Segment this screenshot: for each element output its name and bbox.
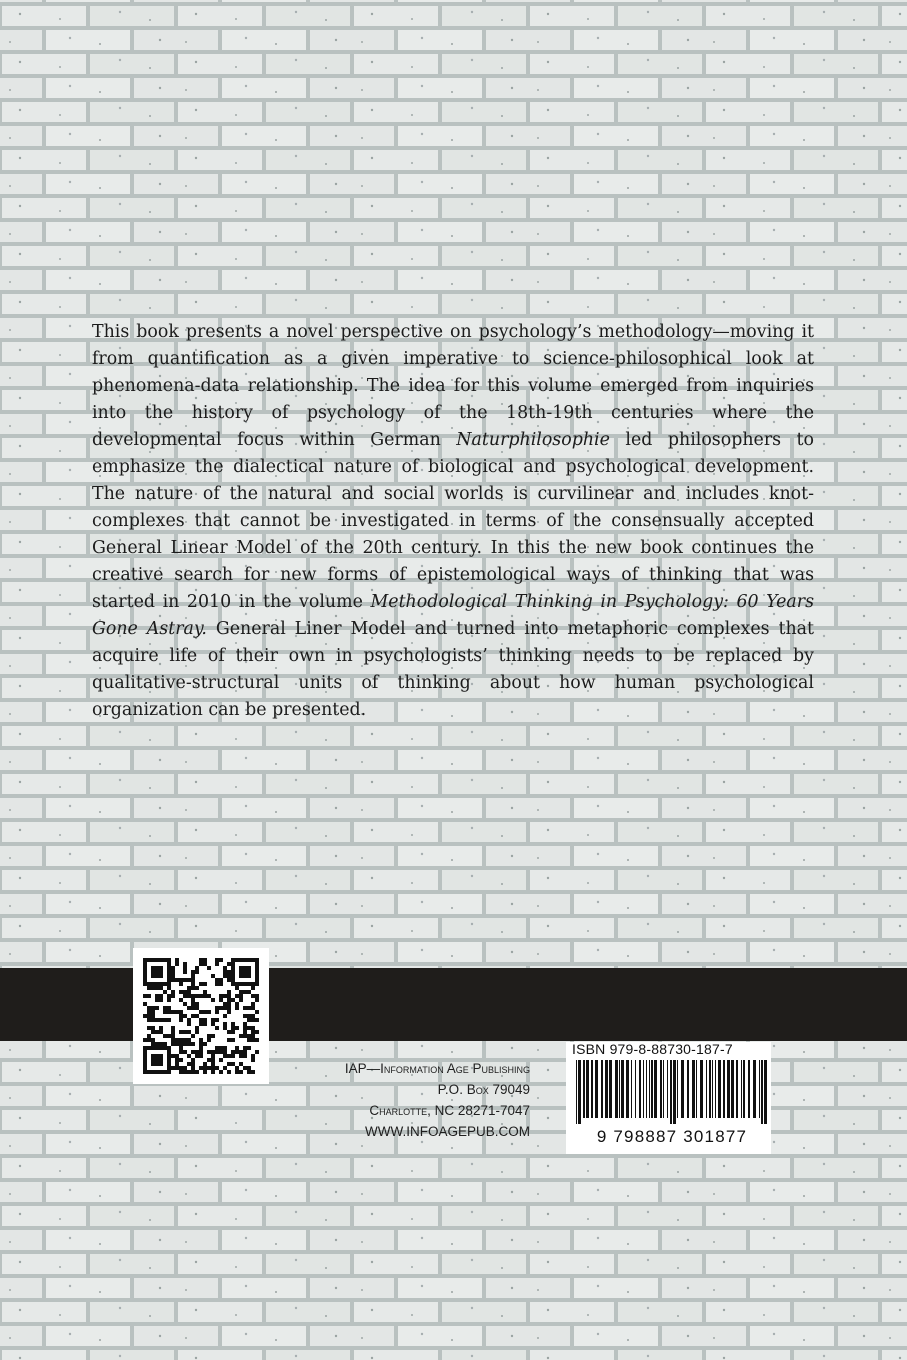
- blurb-italic-title: Methodological Thinking in Psychology: 60 Years Gone Astray.: [92, 592, 815, 639]
- blurb-italic-term: Naturphilosophie: [456, 430, 610, 450]
- barcode-digits: 9 798887 301877: [596, 1127, 748, 1146]
- qr-code-icon: [133, 948, 269, 1084]
- blurb-text-part-1: This book presents a novel perspective on psychology’s methodology—moving it from quantification as a given imperative to science-philosophical look at phenomena-data relationship. The idea for this volume emerged from inquiries into the history of psychology of the 18th-19th centuries where the developmental focus within German: [92, 322, 814, 450]
- publisher-address-line-2: Charlotte, NC 28271-7047: [369, 1103, 530, 1118]
- blurb-text-part-2: led philosophers to emphasize the dialectical nature of biological and psychological development. The nature of the natural and social worlds is curvilinear and includes knot-complexes that cannot be investigated in terms of the consensually accepted General Linear Model of the 20th century. In this the new book continues the creative search for new forms of epistemological ways of thinking that was started in 2010 in the volume: [92, 430, 814, 612]
- publisher-info: [290, 1058, 530, 1142]
- back-cover-blurb: [92, 319, 814, 724]
- isbn-label: ISBN 979-8-88730-187-7: [572, 1041, 733, 1057]
- blurb-text-part-3: General Liner Model and turned into metaphoric complexes that acquire life of their own in psychologists’ thinking needs to be replaced by qualitative-structural units of thinking about how human psychological organization can be presented.: [92, 619, 814, 720]
- publisher-name: IAP—Information Age Publishing: [344, 1061, 530, 1076]
- barcode-icon: [574, 1060, 770, 1124]
- publisher-website: WWW.INFOAGEPUB.COM: [365, 1124, 530, 1139]
- publisher-address-line-1: P.O. Box 79049: [437, 1082, 530, 1097]
